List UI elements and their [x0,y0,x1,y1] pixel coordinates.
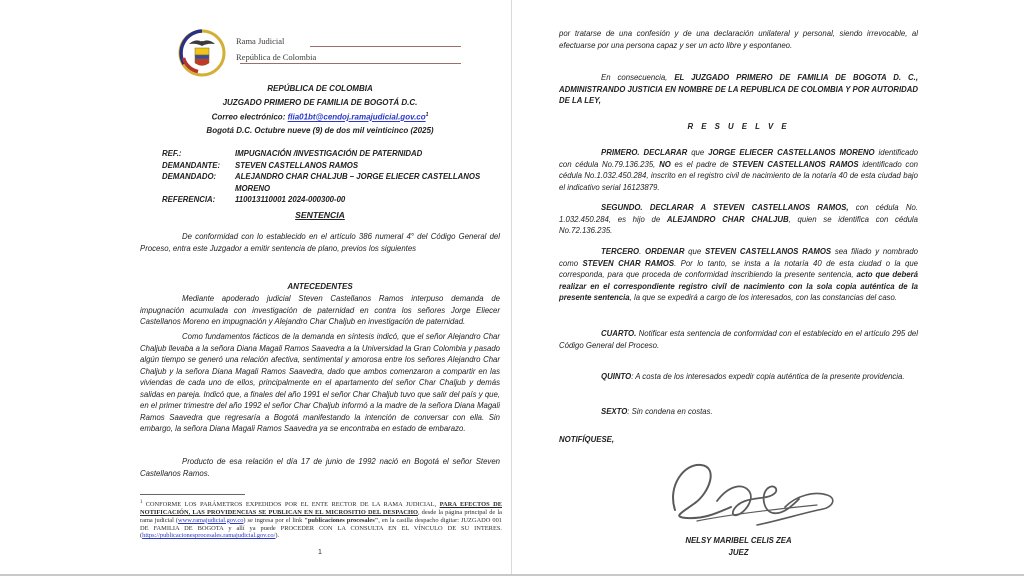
footnote-text [140,499,502,540]
text-run: STEVEN CHAR RAMOS [582,258,675,268]
text-run: ). [275,532,280,540]
ref-label: REF.: [162,149,182,158]
page-number: 1 [318,549,322,556]
text-run: que [691,148,709,157]
header-court-name: JUZGADO PRIMERO DE FAMILIA DE BOGOTÁ D.C. [222,97,418,107]
ref-row [162,171,502,194]
footnote-separator [140,494,245,495]
text-run: . Por lo tanto, se insta a la notaría 40 de esta ciudad o la que corresponda, para que proceda de conformidad inscribiendo la presente sentencia, [559,258,918,279]
text-run: QUINTO [601,372,632,381]
text-run: ALEJANDRO CHAR CHALJUB [666,214,789,224]
paragraph-sexto [559,406,918,418]
text-run: EL JUZGADO PRIMERO DE FAMILIA DE BOGOTA D. C., ADMINISTRANDO JUSTICIA EN NOMBRE DE LA REPUBLICA DE COLOMBIA Y POR AUTORIDAD DE LA LEY, [559,73,919,105]
text-run: "publicaciones procesales" [304,516,379,524]
text-run: . [639,247,646,256]
text-run: es el padre de [670,159,733,169]
paragraph-en-consecuencia [559,72,918,107]
reference-block [162,148,502,206]
paragraph-antecedentes-3: Producto de esa relación el día 17 de junio de 1992 nació en Bogotá el señor Steven Castellanos Ramos. [140,457,500,478]
email-label: Correo electrónico: [211,112,288,122]
header-republic: REPÚBLICA DE COLOMBIA [267,84,373,93]
text-run: acto que deberá realizar en el correspondiente registro civil de nacimiento con la sola copia auténtica de la presente sentencia [559,270,918,302]
text-run: ) se ingresa por el link [243,516,305,524]
antecedentes-heading: ANTECEDENTES [287,282,353,291]
link-run[interactable]: https://publicacionesprocesales.ramajudicial.gov.co/ [142,532,276,540]
text-run: identificado con cédula No.1.032.450.284, inscrito en el registro civil de nacimiento de la notaría 40 de esta ciudad bajo el indicativo serial 16123879. [559,159,918,192]
paragraph-tercero [559,246,918,304]
header-rule-bottom [240,63,461,64]
resuelve-heading: R E S U E L V E [687,122,790,131]
email-footnote-marker: 1 [425,112,429,118]
text-run: : A costa de los interesados expedir copia auténtica de la presente providencia. [631,372,905,381]
text-run: TERCERO [601,247,640,256]
page-2 [511,0,920,576]
paragraph-cuarto [559,328,918,351]
court-header [140,82,500,138]
paragraph-antecedentes-2: Como fundamentos fácticos de la demanda en síntesis indicó, que el señor Alejandro Char Chaljub llevaba a la señora Diana Magali Ramos Saavedra a la Universidad la Gran Colombia y pasado algún tiempo se generó una relación afectiva, sentimental y amorosa entre los señores Alejandro Char Chaljub y la señora Diana Magali Ramos Saavedra, dado que ambos comenzaron a compartir en las viviendas de cada uno de ellos, principalmente en el apartamento del señor Char Chaljub y demás salidas en pareja. Indicó que, a finales del año 1991 el señor Char Chaljub tuvo que salir del país y que, en el primer trimestre del año 1992 el señor Char Chaljub informó a la madre de la señora Diana Magali Ramos Saavedra que regresaría a Bogotá manifestando la intención de conversar con ella. Sin embargo, la señora Diana Magali Ramos Saavedra ya se encontraba en estado de embarazo. [140,332,500,433]
text-run: , en la casilla despacho digitar: JUZGADO 001 DE FAMILIA DE BOGOTA y allí ya puede PROCEDER CON LA CONSULTA EN EL VÍNCULO DE SU INTERES. ( [140,516,502,540]
text-run: , quien se identifica con cédula No.72.136.235. [559,214,918,235]
judge-name: NELSY MARIBEL CELIS ZEA [685,536,792,545]
text-run: con cédula No. 1.032.450.284, es hijo de [559,203,919,224]
text-run: sea filiado y nombrado como [559,247,918,268]
text-run: STEVEN CASTELLANOS RAMOS [704,247,832,256]
header-rule-top [310,46,461,47]
page-1 [128,0,511,576]
text-run: , desde la página principal de la rama judicial ( [140,508,502,524]
judge-signature-image [657,455,852,530]
paragraph-continuation: por tratarse de una confesión y de una declaración unilateral y personal, siendo irrevocable, al efectuarse por una persona capaz y ser un acto libre y espontaneo. [559,29,918,50]
link-run[interactable]: www.ramajudicial.gov.co [178,516,244,524]
text-run: , la que se expedirá a cargo de los interesados, con las constancias del caso. [629,293,898,302]
paragraph-antecedentes-1: Mediante apoderado judicial Steven Castellanos Ramos interpuso demanda de impugnación acumulada con investigación de paternidad en contra los señores Jorge Eliecer Castellanos Moreno en impugnación y Alejandro Char Chaljub en investigación de paternidad. [140,294,500,326]
ref-label: REFERENCIA: [162,195,216,204]
notifiquese-label: NOTIFÍQUESE, [559,435,615,444]
ref-label: DEMANDANTE: [162,160,221,170]
judge-role: JUEZ [728,548,749,557]
logo-text [236,33,316,65]
text-run: SEXTO [601,407,628,416]
text-run: STEVEN CASTELLANOS RAMOS [732,159,859,169]
email-link[interactable]: flia01bt@cendoj.ramajudicial.gov.co [287,112,426,122]
text-run: PARA EFECTOS DE NOTIFICACIÓN, LAS PROVIDENCIAS SE PUBLICAN EN EL MICROSITIO DEL DESPACHO [140,501,503,516]
ref-row [162,194,502,206]
logo-line-republica: República de Colombia [236,52,317,62]
text-run: SEGUNDO. DECLARAR A STEVEN CASTELLANOS RAMOS, [601,203,849,212]
text-run: 1 [140,500,146,505]
paragraph-quinto [559,371,918,383]
text-run: : Sin condena en costas. [627,407,713,416]
text-run: ORDENAR [645,247,685,256]
text-run: PRIMERO. DECLARAR [601,148,692,157]
ref-value: ALEJANDRO CHAR CHALJUB – JORGE ELIECER CASTELLANOS MORENO [235,172,481,193]
paragraph-segundo [559,202,918,237]
ref-value: IMPUGNACIÓN /INVESTIGACIÓN DE PATERNIDAD [235,149,423,158]
header-email-line [140,109,500,124]
sentence-title: SENTENCIA [295,210,345,220]
court-logo [176,27,496,79]
text-run: que [684,247,705,256]
text-run: En consecuencia, [601,73,675,82]
logo-line-rama-judicial: Rama Judicial [236,36,285,46]
ref-value: 110013110001 2024-000300-00 [235,195,346,204]
paragraph-intro: De conformidad con lo establecido en el artículo 386 numeral 4° del Código General del Proceso, entra este Juzgador a emitir sentencia de plano, previos los siguientes [140,232,500,253]
rama-judicial-seal-icon [176,27,228,79]
text-run: identificado con cédula No.79.136.235, [559,148,918,169]
text-run: CUARTO. [601,329,637,338]
text-run: CONFORME LOS PARÁMETROS EXPEDIDOS POR EL ENTE RECTOR DE LA RAMA JUDICIAL, [145,501,440,509]
header-date-line: Bogotá D.C. Octubre nueve (9) de dos mil veinticinco (2025) [206,126,434,136]
paragraph-primero [559,147,918,193]
text-run: NO [659,159,671,169]
text-run: Notificar esta sentencia de conformidad con el establecido en el artículo 295 del Código General del Proceso. [559,329,918,350]
ref-row [162,148,502,160]
text-run: JORGE ELIECER CASTELLANOS MORENO [708,148,875,157]
ref-label: DEMANDADO: [162,172,217,181]
ref-row [162,160,502,172]
ref-value: STEVEN CASTELLANOS RAMOS [235,160,359,170]
